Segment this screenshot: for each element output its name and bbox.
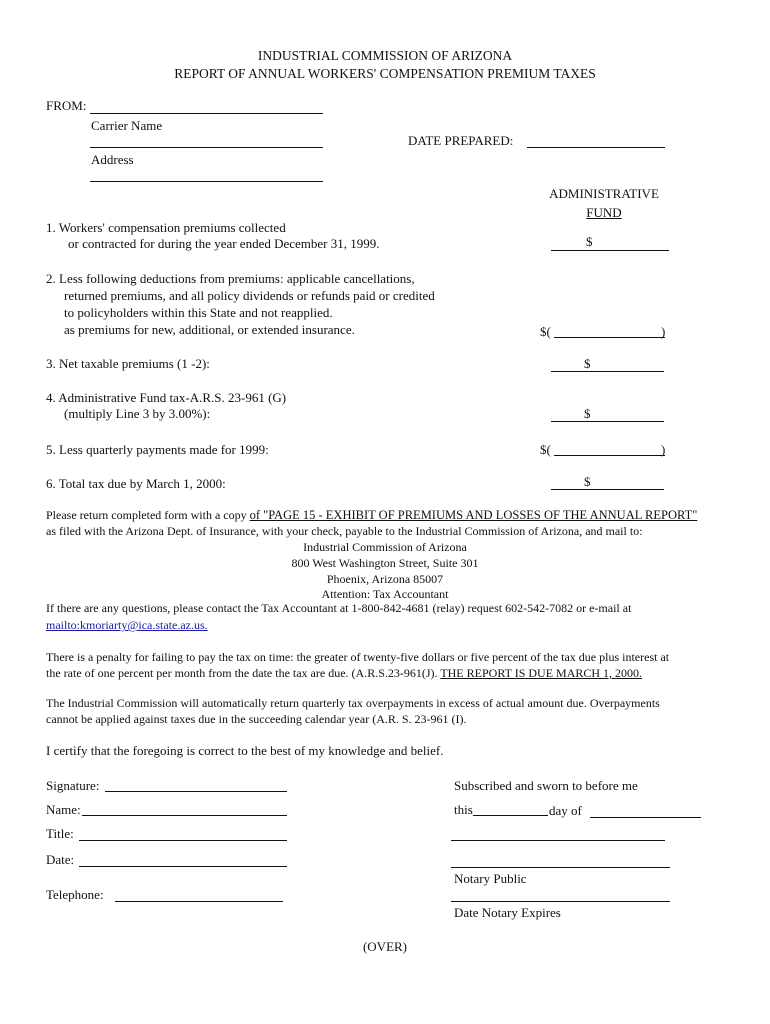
over-label: (OVER) bbox=[362, 939, 408, 954]
notary-expires-field[interactable] bbox=[451, 901, 670, 902]
date-field[interactable] bbox=[79, 866, 287, 867]
date-prepared-label: DATE PREPARED: bbox=[408, 133, 514, 148]
form-title-line2: REPORT OF ANNUAL WORKERS' COMPENSATION PREMIUM TAXES bbox=[174, 66, 596, 81]
penalty-line2: the rate of one percent per month from the date the tax are due. (A.R.S.23-961(J). THE REPORT IS DUE MARCH 1, 2000. bbox=[46, 666, 643, 680]
item-6-dollar: $ bbox=[584, 474, 591, 489]
item-2-dollar-paren: $( bbox=[540, 324, 551, 339]
item-5-dollar-paren: $( bbox=[540, 442, 551, 457]
item-5-label: 5. Less quarterly payments made for 1999: bbox=[46, 442, 269, 457]
notary-public-label: Notary Public bbox=[454, 871, 527, 886]
telephone-label: Telephone: bbox=[46, 887, 104, 902]
mail-address-line4: Attention: Tax Accountant bbox=[321, 587, 449, 601]
telephone-field[interactable] bbox=[115, 901, 283, 902]
item-2-line-b: returned premiums, and all policy dividends or refunds paid or credited bbox=[64, 288, 435, 303]
item-1-line-b: or contracted for during the year ended December 31, 1999. bbox=[68, 236, 380, 251]
overpayment-line2: cannot be applied against taxes due in the succeeding calendar year (A.R. S. 23-961 (I). bbox=[46, 712, 467, 726]
return-instructions-line2: as filed with the Arizona Dept. of Insurance, with your check, payable to the Industrial Commission of Arizona, and mail to: bbox=[46, 524, 643, 538]
name-field[interactable] bbox=[82, 815, 287, 816]
date-prepared-field[interactable] bbox=[527, 147, 665, 148]
mail-address-line1: Industrial Commission of Arizona bbox=[303, 540, 467, 554]
fund-heading: FUND bbox=[586, 205, 622, 220]
mail-address-line2: 800 West Washington Street, Suite 301 bbox=[291, 556, 479, 570]
carrier-name-label: Carrier Name bbox=[91, 118, 163, 133]
title-field[interactable] bbox=[79, 840, 287, 841]
notary-expires-label: Date Notary Expires bbox=[454, 905, 561, 920]
notary-this-label: this bbox=[454, 802, 473, 817]
item-3-label: 3. Net taxable premiums (1 -2): bbox=[46, 356, 210, 371]
address-field-1[interactable] bbox=[90, 147, 323, 148]
item-5-amount-field[interactable] bbox=[554, 455, 665, 456]
notary-day-of-label: day of bbox=[549, 803, 582, 818]
item-2-line-c: to policyholders within this State and not reapplied. bbox=[64, 305, 333, 320]
admin-fund-heading: ADMINISTRATIVE bbox=[549, 186, 659, 201]
certification-text: I certify that the foregoing is correct to the best of my knowledge and belief. bbox=[46, 743, 444, 758]
penalty-line1: There is a penalty for failing to pay the tax on time: the greater of twenty-five dollars or five percent of the tax due plus interest at bbox=[46, 650, 670, 664]
item-6-label: 6. Total tax due by March 1, 2000: bbox=[46, 476, 226, 491]
item-2-paren-close: ) bbox=[661, 324, 666, 339]
signature-field[interactable] bbox=[105, 791, 287, 792]
address-label: Address bbox=[91, 152, 134, 167]
notary-sworn-text: Subscribed and sworn to before me bbox=[454, 778, 638, 793]
notary-public-signature-field[interactable] bbox=[451, 867, 670, 868]
notary-day-field[interactable] bbox=[473, 815, 548, 816]
item-1-amount-field[interactable] bbox=[551, 250, 669, 251]
item-4-dollar: $ bbox=[584, 406, 591, 421]
item-6-amount-field[interactable] bbox=[551, 489, 664, 490]
item-3-dollar: $ bbox=[584, 356, 591, 371]
item-4-amount-field[interactable] bbox=[551, 421, 664, 422]
item-1-line-a: 1. Workers' compensation premiums collected bbox=[46, 220, 286, 235]
form-title-line1: INDUSTRIAL COMMISSION OF ARIZONA bbox=[257, 48, 513, 63]
item-2-line-d: as premiums for new, additional, or extended insurance. bbox=[64, 322, 355, 337]
from-label: FROM: bbox=[46, 98, 87, 113]
email-link[interactable]: mailto:kmoriarty@ica.state.az.us. bbox=[46, 618, 208, 632]
item-2-amount-field[interactable] bbox=[554, 337, 665, 338]
item-4-line-b: (multiply Line 3 by 3.00%): bbox=[64, 406, 211, 421]
item-5-paren-close: ) bbox=[661, 442, 666, 457]
return-instructions-line1: Please return completed form with a copy of "PAGE 15 - EXHIBIT OF PREMIUMS AND LOSSES OF THE ANNUAL REPORT" bbox=[46, 508, 698, 522]
address-field-2[interactable] bbox=[90, 181, 323, 182]
date-label: Date: bbox=[46, 852, 75, 867]
notary-extra-field[interactable] bbox=[451, 840, 665, 841]
item-3-amount-field[interactable] bbox=[551, 371, 664, 372]
signature-label: Signature: bbox=[46, 778, 100, 793]
title-label: Title: bbox=[46, 826, 74, 841]
name-label: Name: bbox=[46, 802, 81, 817]
questions-text: If there are any questions, please contact the Tax Accountant at 1-800-842-4681 (relay) request 602-542-7082 or e-mail at bbox=[46, 601, 632, 615]
mail-address-line3: Phoenix, Arizona 85007 bbox=[326, 572, 444, 586]
notary-month-field[interactable] bbox=[590, 817, 701, 818]
overpayment-line1: The Industrial Commission will automatically return quarterly tax overpayments in excess of actual amount due. Overpayments bbox=[46, 696, 660, 710]
item-1-dollar: $ bbox=[586, 234, 593, 249]
carrier-name-field[interactable] bbox=[90, 113, 323, 114]
item-4-line-a: 4. Administrative Fund tax-A.R.S. 23-961 (G) bbox=[46, 390, 287, 405]
item-2-line-a: 2. Less following deductions from premiums: applicable cancellations, bbox=[46, 271, 415, 286]
